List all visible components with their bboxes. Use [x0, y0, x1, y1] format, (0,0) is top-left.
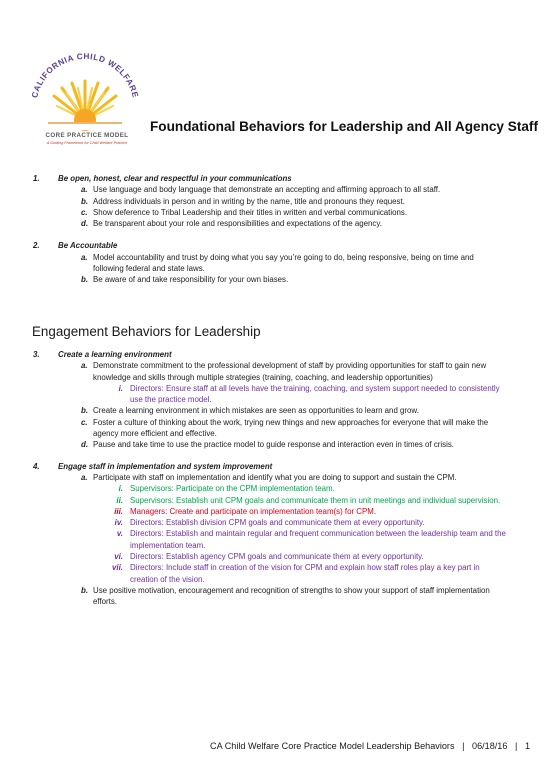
logo-tagline: A Guiding Framework for Child Welfare Practice: [46, 141, 128, 145]
list-item: d. Be transparent about your role and responsibilities and expectations of the agency.: [81, 219, 382, 229]
list-item: a. Model accountability and trust by doing what you say you’re going to do, being responsive, being on time and following federal and state laws.: [81, 252, 474, 274]
logo-core-text: CORE PRACTICE MODEL: [45, 132, 129, 139]
section-heading-communications: Be open, honest, clear and respectful in your communications: [58, 174, 292, 183]
list-item: vii. Directors: Include staff in creation of the vision for CPM and explain how staff roles play a key part in creation of the vision.: [112, 563, 480, 584]
list-item: i. Supervisors: Participate on the CPM implementation team.: [118, 484, 335, 494]
list-item: i. Directors: Ensure staff at all levels have the training, coaching, and system support needed to consistently use the practice model.: [118, 383, 500, 405]
engagement-list: [0, 349, 550, 608]
list-item: 1. Be open, honest, clear and respectful in your communications: [33, 174, 292, 183]
page-title: Foundational Behaviors for Leadership and All Agency Staff: [150, 119, 538, 134]
list-item: c. Foster a culture of thinking about the work, trying new things and new approaches for everyone that will make the agency more efficient and effective.: [81, 417, 489, 439]
list-item: v. Directors: Establish and maintain regular and frequent communication between the leadership team and the implementation team.: [116, 529, 506, 550]
section-heading-learning: Create a learning environment: [58, 350, 172, 359]
list-item: a. Participate with staff on implementation and identify what you are doing to support and sustain the CPM.: [81, 472, 457, 482]
engagement-heading: Engagement Behaviors for Leadership: [32, 324, 261, 339]
logo-arc-text: CALIFORNIA CHILD WELFARE: [30, 51, 140, 99]
list-item: b. Address individuals in person and in writing by the name, title and pronouns they request.: [81, 196, 405, 206]
list-item: b. Use positive motivation, encouragement and recognition of strengths to show your support of staff implementation efforts.: [81, 585, 490, 607]
foundational-list: [0, 173, 550, 286]
list-item: c. Show deference to Tribal Leadership and their titles in written and verbal communications.: [81, 207, 408, 217]
list-item: 4. Engage staff in implementation and system improvement: [33, 461, 273, 471]
section-heading-accountable: Be Accountable: [58, 241, 118, 251]
section-heading-engage-staff: Engage staff in implementation and system improvement: [58, 461, 273, 471]
list-item: d. Pause and take time to use the practice model to guide response and interaction even in times of crisis.: [81, 440, 454, 450]
list-item: 2. Be Accountable: [33, 241, 118, 251]
list-item: a. Demonstrate commitment to the professional development of staff by providing opportunities for staff to gain new knowledge and skills through multiple strategies (training, coaching, and leadership opportunities): [81, 361, 487, 382]
list-item: vi. Directors: Establish agency CPM goals and communicate them at every opportunity.: [114, 552, 424, 562]
list-item: 3. Create a learning environment: [33, 350, 172, 359]
list-item: ii. Supervisors: Establish unit CPM goals and communicate them in unit meetings and individual supervision.: [116, 495, 501, 505]
list-item: a. Use language and body language that demonstrate an accepting and affirming approach to all staff.: [81, 185, 441, 195]
list-item: iv. Directors: Establish division CPM goals and communicate them at every opportunity.: [114, 518, 425, 528]
page-footer: CA Child Welfare Core Practice Model Leadership Behaviors | 06/18/16 | 1: [210, 741, 530, 751]
list-item: b. Create a learning environment in which mistakes are seen as opportunities to learn and grow.: [81, 406, 419, 416]
list-item: iii. Managers: Create and participate on implementation team(s) for CPM.: [114, 506, 377, 516]
cpm-logo: [26, 50, 144, 148]
sunburst-logo-icon: [26, 50, 144, 134]
list-item: b. Be aware of and take responsibility for your own biases.: [81, 275, 289, 285]
